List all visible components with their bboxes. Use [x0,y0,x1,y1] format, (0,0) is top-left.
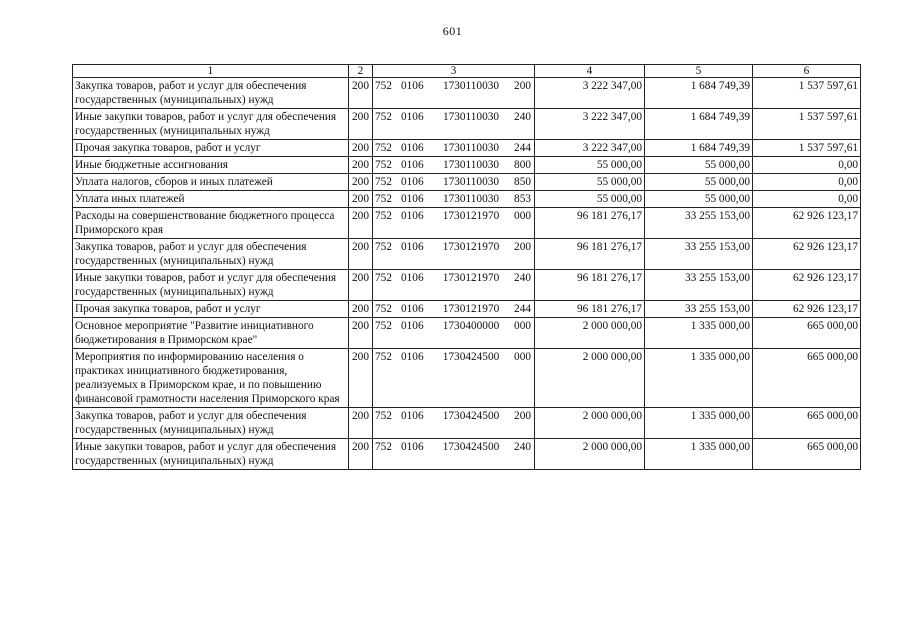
expense-name-cell: Уплата налогов, сборов и иных платежей [73,174,349,191]
classification-code-cell [373,78,535,109]
page-number: 601 [442,24,463,38]
approved-amount-cell: 2 000 000,00 [535,349,645,408]
line-code-cell: 200 [349,318,373,349]
unexecuted-amount-cell: 665 000,00 [753,439,861,470]
line-code-cell: 200 [349,140,373,157]
unexecuted-amount-cell: 1 537 597,61 [753,140,861,157]
classification-code-cell [373,208,535,239]
table-row [73,78,861,109]
budget-table [72,64,861,470]
classification-code-cell [373,270,535,301]
executed-amount-cell: 33 255 153,00 [645,301,753,318]
expense-type-code: 240 [514,441,531,453]
classification-code-cell [373,239,535,270]
table-body [73,78,861,470]
expense-type-code: 200 [514,80,531,92]
line-code-cell: 200 [349,157,373,174]
table-row [73,109,861,140]
expense-type-code: 240 [514,272,531,284]
expense-name-cell: Закупка товаров, работ и услуг для обеспечения государственных (муниципальных) нужд [73,78,349,109]
classification-code-cell [373,318,535,349]
department-code: 752 [375,241,392,253]
target-article-code: 1730110030 [442,193,500,205]
executed-amount-cell: 1 335 000,00 [645,439,753,470]
classification-code-cell [373,109,535,140]
classification-code-cell [373,174,535,191]
classification-code-cell [373,140,535,157]
approved-amount-cell: 55 000,00 [535,157,645,174]
line-code-cell: 200 [349,349,373,408]
approved-amount-cell: 3 222 347,00 [535,109,645,140]
expense-type-code: 853 [514,193,531,205]
column-header-2: 2 [349,65,373,78]
executed-amount-cell: 1 684 749,39 [645,140,753,157]
unexecuted-amount-cell: 1 537 597,61 [753,78,861,109]
unexecuted-amount-cell: 0,00 [753,174,861,191]
approved-amount-cell: 2 000 000,00 [535,439,645,470]
department-code: 752 [375,176,392,188]
executed-amount-cell: 55 000,00 [645,157,753,174]
expense-type-code: 000 [514,351,531,363]
unexecuted-amount-cell: 665 000,00 [753,408,861,439]
target-article-code: 1730121970 [442,303,500,315]
classification-code-cell [373,349,535,408]
classification-code-cell [373,191,535,208]
approved-amount-cell: 96 181 276,17 [535,270,645,301]
table-row [73,349,861,408]
column-header-4: 4 [535,65,645,78]
target-article-code: 1730110030 [442,159,500,171]
target-article-code: 1730121970 [442,272,500,284]
classification-code-cell [373,157,535,174]
table-row [73,318,861,349]
approved-amount-cell: 55 000,00 [535,191,645,208]
expense-type-code: 000 [514,320,531,332]
line-code-cell: 200 [349,174,373,191]
expense-name-cell: Закупка товаров, работ и услуг для обеспечения государственных (муниципальных) нужд [73,408,349,439]
column-header-1: 1 [73,65,349,78]
unexecuted-amount-cell: 0,00 [753,191,861,208]
approved-amount-cell: 2 000 000,00 [535,318,645,349]
section-code: 0106 [401,303,424,315]
section-code: 0106 [401,80,424,92]
section-code: 0106 [401,142,424,154]
unexecuted-amount-cell: 1 537 597,61 [753,109,861,140]
department-code: 752 [375,351,392,363]
expense-name-cell: Мероприятия по информированию населения о практиках инициативного бюджетирования, реализуемых в Приморском крае, и по повышению финансовой грамотности населения Приморского края [73,349,349,408]
section-code: 0106 [401,241,424,253]
department-code: 752 [375,193,392,205]
line-code-cell: 200 [349,270,373,301]
table-row [73,439,861,470]
department-code: 752 [375,441,392,453]
target-article-code: 1730121970 [442,241,500,253]
line-code-cell: 200 [349,208,373,239]
department-code: 752 [375,142,392,154]
table-header-row [73,65,861,78]
table-row [73,408,861,439]
line-code-cell: 200 [349,439,373,470]
column-header-3: 3 [373,65,535,78]
target-article-code: 1730424500 [442,351,500,363]
department-code: 752 [375,210,392,222]
expense-name-cell: Иные закупки товаров, работ и услуг для обеспечения государственных (муниципальных) нужд [73,439,349,470]
unexecuted-amount-cell: 0,00 [753,157,861,174]
approved-amount-cell: 96 181 276,17 [535,239,645,270]
line-code-cell: 200 [349,408,373,439]
executed-amount-cell: 1 684 749,39 [645,109,753,140]
unexecuted-amount-cell: 62 926 123,17 [753,270,861,301]
column-header-6: 6 [753,65,861,78]
expense-type-code: 200 [514,241,531,253]
table-row [73,301,861,318]
executed-amount-cell: 1 335 000,00 [645,318,753,349]
department-code: 752 [375,80,392,92]
section-code: 0106 [401,320,424,332]
department-code: 752 [375,272,392,284]
approved-amount-cell: 96 181 276,17 [535,301,645,318]
expense-name-cell: Прочая закупка товаров, работ и услуг [73,140,349,157]
unexecuted-amount-cell: 62 926 123,17 [753,301,861,318]
expense-type-code: 240 [514,111,531,123]
line-code-cell: 200 [349,301,373,318]
target-article-code: 1730121970 [442,210,500,222]
target-article-code: 1730110030 [442,142,500,154]
section-code: 0106 [401,210,424,222]
expense-type-code: 200 [514,410,531,422]
line-code-cell: 200 [349,78,373,109]
approved-amount-cell: 3 222 347,00 [535,140,645,157]
executed-amount-cell: 33 255 153,00 [645,239,753,270]
column-header-5: 5 [645,65,753,78]
expense-name-cell: Иные закупки товаров, работ и услуг для обеспечения государственных (муниципальных нужд [73,109,349,140]
expense-name-cell: Закупка товаров, работ и услуг для обеспечения государственных (муниципальных) нужд [73,239,349,270]
executed-amount-cell: 33 255 153,00 [645,208,753,239]
executed-amount-cell: 55 000,00 [645,174,753,191]
section-code: 0106 [401,176,424,188]
approved-amount-cell: 3 222 347,00 [535,78,645,109]
approved-amount-cell: 96 181 276,17 [535,208,645,239]
approved-amount-cell: 55 000,00 [535,174,645,191]
target-article-code: 1730110030 [442,111,500,123]
target-article-code: 1730110030 [442,80,500,92]
table-row [73,140,861,157]
expense-type-code: 244 [514,303,531,315]
line-code-cell: 200 [349,239,373,270]
section-code: 0106 [401,111,424,123]
department-code: 752 [375,111,392,123]
expense-type-code: 800 [514,159,531,171]
expense-name-cell: Прочая закупка товаров, работ и услуг [73,301,349,318]
section-code: 0106 [401,351,424,363]
table-row [73,208,861,239]
table-row [73,270,861,301]
target-article-code: 1730424500 [442,410,500,422]
section-code: 0106 [401,441,424,453]
target-article-code: 1730400000 [442,320,500,332]
section-code: 0106 [401,272,424,284]
executed-amount-cell: 1 684 749,39 [645,78,753,109]
classification-code-cell [373,439,535,470]
section-code: 0106 [401,159,424,171]
section-code: 0106 [401,410,424,422]
expense-type-code: 244 [514,142,531,154]
table-row [73,157,861,174]
unexecuted-amount-cell: 665 000,00 [753,349,861,408]
expense-type-code: 000 [514,210,531,222]
unexecuted-amount-cell: 62 926 123,17 [753,208,861,239]
executed-amount-cell: 1 335 000,00 [645,349,753,408]
approved-amount-cell: 2 000 000,00 [535,408,645,439]
target-article-code: 1730424500 [442,441,500,453]
department-code: 752 [375,159,392,171]
expense-name-cell: Иные бюджетные ассигнования [73,157,349,174]
line-code-cell: 200 [349,109,373,140]
expense-name-cell: Основное мероприятие "Развитие инициативного бюджетирования в Приморском крае" [73,318,349,349]
section-code: 0106 [401,193,424,205]
department-code: 752 [375,410,392,422]
expense-name-cell: Иные закупки товаров, работ и услуг для обеспечения государственных (муниципальных) нужд [73,270,349,301]
unexecuted-amount-cell: 62 926 123,17 [753,239,861,270]
classification-code-cell [373,301,535,318]
executed-amount-cell: 55 000,00 [645,191,753,208]
table-row [73,191,861,208]
table-row [73,174,861,191]
expense-name-cell: Расходы на совершенствование бюджетного процесса Приморского края [73,208,349,239]
department-code: 752 [375,303,392,315]
executed-amount-cell: 33 255 153,00 [645,270,753,301]
department-code: 752 [375,320,392,332]
unexecuted-amount-cell: 665 000,00 [753,318,861,349]
expense-name-cell: Уплата иных платежей [73,191,349,208]
line-code-cell: 200 [349,191,373,208]
executed-amount-cell: 1 335 000,00 [645,408,753,439]
expense-type-code: 850 [514,176,531,188]
classification-code-cell [373,408,535,439]
target-article-code: 1730110030 [442,176,500,188]
table-row [73,239,861,270]
